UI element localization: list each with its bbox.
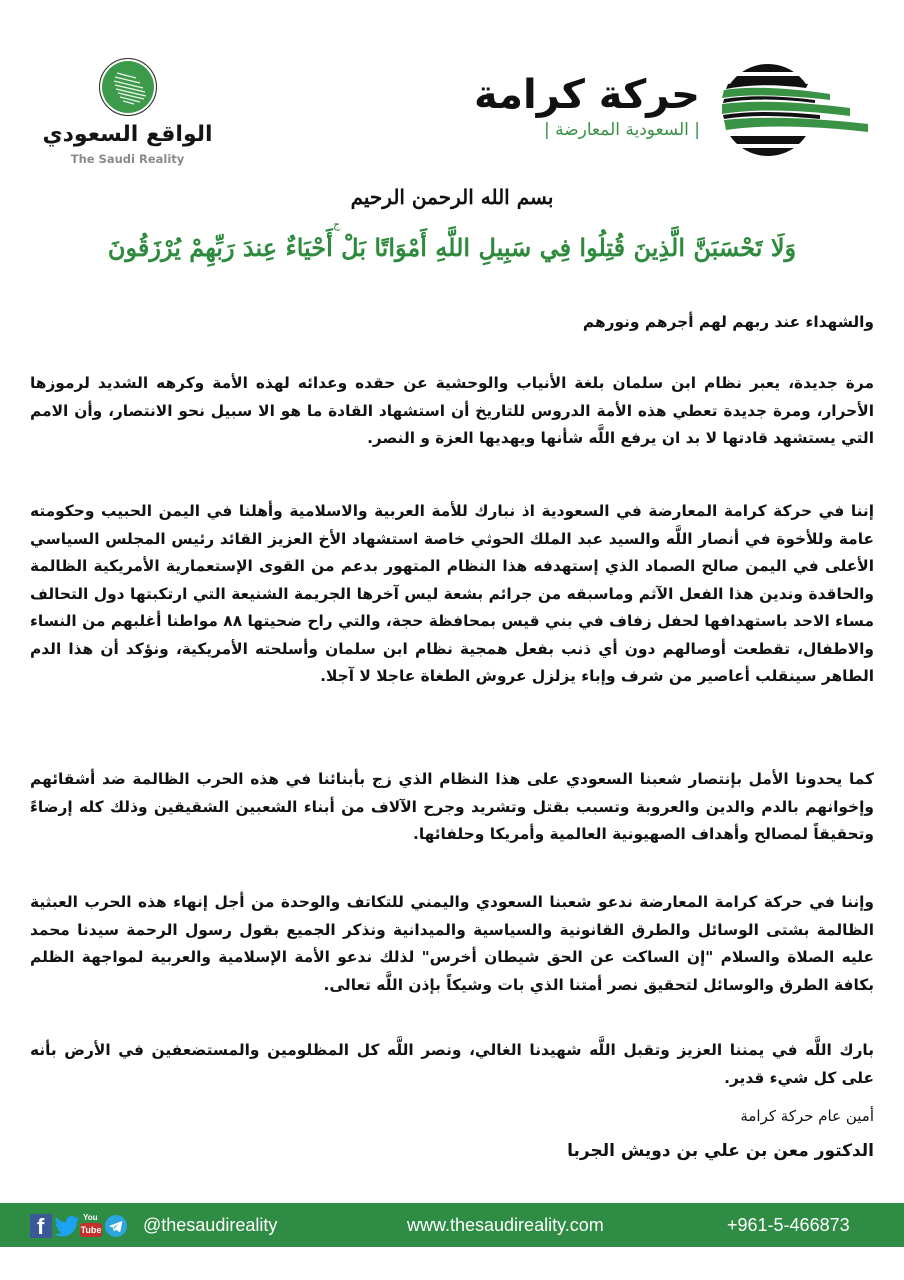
saudi-reality-arabic-name: الواقع السعودي — [42, 122, 213, 147]
twitter-icon[interactable] — [54, 1214, 78, 1238]
saudi-reality-logo — [40, 58, 215, 166]
footer-bar — [0, 1203, 904, 1247]
youtube-you-text: You — [83, 1213, 98, 1222]
paragraph-2: إننا في حركة كرامة المعارضة في السعودية اذ نبارك للأمة العربية والاسلامية وأهلنا في اليمن الحبيب وحكومته عامة وللأخوة في أنصار اللَّه والسيد عبد الملك الحوثي خاصة استشهاد الأخ العزيز القائد رئيس المجلس السياسي الأعلى في اليمن صالح الصماد الذي إستهدفه هذا النظام المتهور بدعم من القوى الإستعمارية الأمريكية الظالمة والحاقدة وندين هذا الفعل الآثم وماسبقه من جرائم بشعة ليس آخرها الجريمة الشنيعة التي ارتكبتها دول التحالف مساء الاحد باستهدافها لحفل زفاف في بني قيس بمحافظة حجة، والتي راح ضحيتها ٨٨ مواطنا أغلبهم من النساء والاطفال، تقطعت أوصالهم دون أي ذنب بفعل همجية نظام ابن سلمان وأسلحته الأمريكية، ونؤكد أن هذا الدم الطاهر سينقلب أعاصير من شرف وإباء يزلزل عروش الطغاة عاجلا لا آجلا. — [30, 502, 874, 685]
telegram-icon[interactable] — [104, 1214, 128, 1238]
signature-name: الدكتور معن بن علي بن دويش الجربا — [567, 1141, 874, 1161]
intro-line: والشهداء عند ربهم لهم أجرهم ونورهم — [582, 313, 874, 331]
youtube-tube-text: Tube — [80, 1225, 102, 1235]
facebook-glyph: f — [37, 1214, 45, 1239]
facebook-icon[interactable] — [30, 1214, 52, 1238]
paragraph-4: وإننا في حركة كرامة المعارضة ندعو شعبنا السعودي واليمني للتكاتف والوحدة من أجل إنهاء هذه الحرب العبثية الظالمة بشتى الوسائل والطرق القانونية والسياسية والميدانية ونذكر الجميع بقول رسول الرحمة سيدنا محمد عليه الصلاة والسلام "إن الساكت عن الحق شيطان أخرس" لذلك ندعو الأمة الإسلامية والعربية لمواجهة الظلم بكافة الطرق والوسائل لتحقيق نصر أمتنا الذي بات وشيكاً بإذن اللَّه تعالى. — [30, 893, 874, 994]
social-handle-link[interactable]: @thesaudireality — [143, 1215, 278, 1235]
paragraph-1: مرة جديدة، يعبر نظام ابن سلمان بلغة الأنياب والوحشية عن حقده وعدائه لهذه الأمة وكرهه الشديد لرموزها الأحرار، ومرة جديدة تعطي هذه الأمة الدروس للتاريخ أن استشهاد القادة ما هو الا سبيل نحو الانتصار، وأن الامم التي يستشهد قادتها لا بد ان يرفع اللَّه شأنها ويهديها العزة و النصر. — [30, 374, 874, 447]
saudi-reality-english-name: The Saudi Reality — [70, 152, 185, 166]
signature-role: أمين عام حركة كرامة — [740, 1107, 874, 1125]
karama-title: حركة كرامة — [473, 72, 700, 118]
letterhead-header — [0, 0, 904, 170]
paragraph-3: كما يحدونا الأمل بإنتصار شعبنا السعودي على هذا النظام الذي زج بأبنائنا في هذه الحرب الظالمة ضد أشقائهم وإخوانهم بالدم والدين والعروبة وتسبب بقتل وتشريد وجرح الآلاف من أبناء الشعبين الشقيقين وذلك كله إرضاءً وتحقيقاً لمصالح وأهداف الصهيونية العالمية وأمريكا وحلفائها. — [30, 770, 874, 843]
quran-verse: وَلَا تَحْسَبَنَّ الَّذِينَ قُتِلُوا فِي سَبِيلِ اللَّهِ أَمْوَاتًا بَلْ أَحْيَاءٌ عِندَ رَبِّهِمْ يُرْزَقُونَ — [107, 233, 797, 262]
saudi-map-emblem-icon — [99, 58, 157, 116]
website-link[interactable]: www.thesaudireality.com — [407, 1215, 604, 1235]
karama-movement-logo — [470, 60, 890, 160]
paragraph-5: بارك اللَّه في يمننا العزيز وتقبل اللَّه شهيدنا الغالي، ونصر اللَّه كل المظلومين والمستضعفين في الأرض بأنه على كل شيء قدير. — [30, 1041, 874, 1087]
verse-pause-mark: ج — [333, 218, 341, 231]
basmala: بسم الله الرحمن الرحيم — [350, 185, 554, 209]
striped-globe-icon — [720, 60, 880, 160]
karama-subtitle: | السعودية المعارضة | — [543, 120, 700, 140]
phone-number: +961-5-466873 — [727, 1215, 850, 1235]
youtube-icon[interactable] — [80, 1214, 102, 1238]
social-icons — [30, 1214, 128, 1238]
